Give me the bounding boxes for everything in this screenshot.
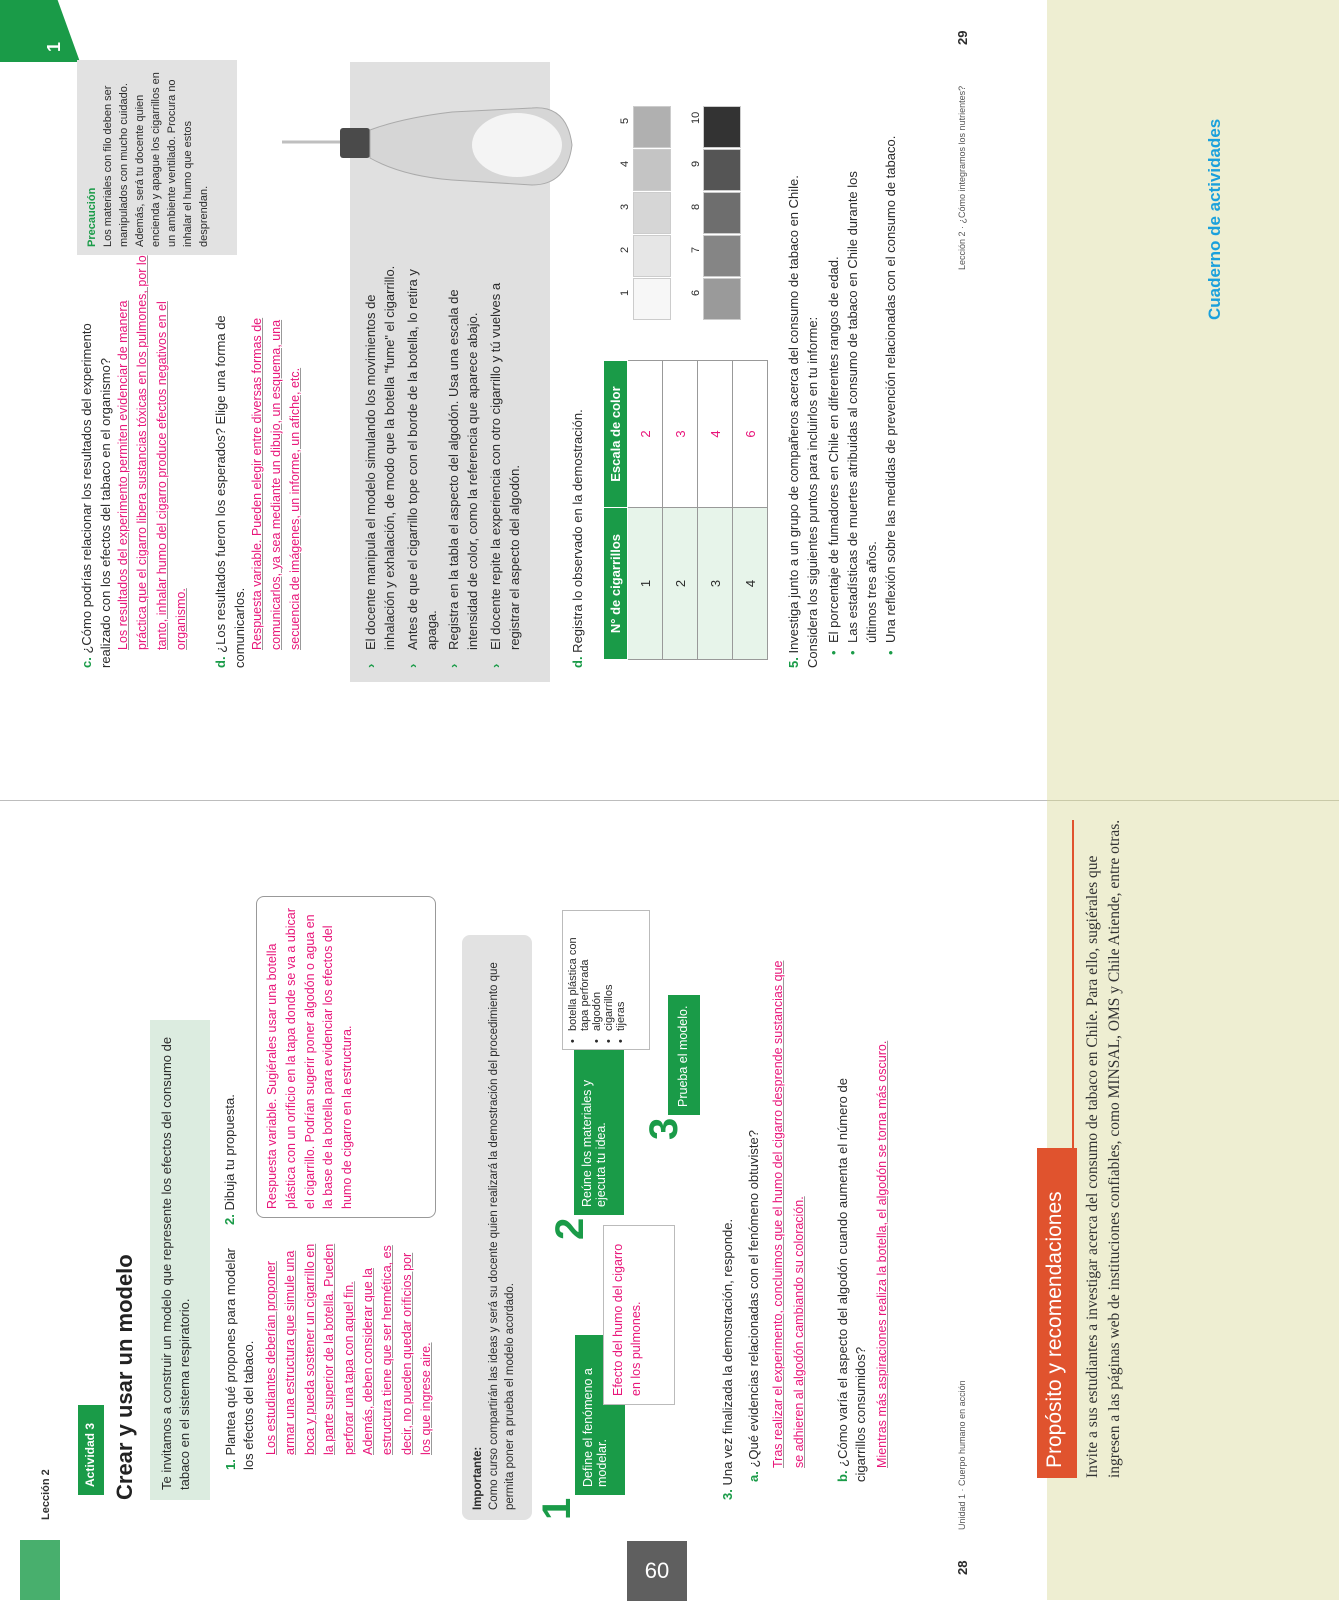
q3-number: 3. xyxy=(720,1489,735,1500)
materials-list xyxy=(562,910,650,1050)
cuaderno-label: Cuaderno de actividades xyxy=(1205,118,1224,320)
scale-swatch xyxy=(633,278,671,320)
lesson-label: Lección 2 xyxy=(40,1469,52,1520)
qc-text: ¿Cómo podrías relacionar los resultados del experimento realizado con los efectos del tabaco en el organismo? xyxy=(79,323,113,668)
material-item: • algodón xyxy=(591,917,603,1043)
procedure-step: › El docente manipula el modelo simulando los movimientos de inhalación y exhalación, de modo que la botella "fume" el cigarrillo. xyxy=(362,258,400,668)
proposito-rule xyxy=(1072,820,1074,1478)
material-item: • tijeras xyxy=(615,917,627,1043)
table-cell: 2 xyxy=(663,508,698,660)
q5-bullets xyxy=(825,135,935,655)
qc-letter: c. xyxy=(79,657,94,668)
qc-answer[interactable]: Los resultados del experimento permiten evidenciar de manera práctica que el cigarro libera sustancias tóxicas en los pulmones, por lo tanto, inhalar humo del cigarro produce efectos negativos en el organismo. xyxy=(116,255,189,650)
left-page-number: 28 xyxy=(955,1560,970,1575)
scale-swatch xyxy=(633,106,671,148)
question-3b xyxy=(834,1032,870,1482)
page-number-badge: 60 xyxy=(627,1541,687,1601)
right-page-footer: Lección 2 · ¿Cómo integramos los nutrientes? xyxy=(957,85,967,270)
scale-label: 4 xyxy=(619,160,631,167)
sidebar-divider xyxy=(1047,800,1339,801)
proposito-text: Invite a sus estudiantes a investigar acerca del consumo de tabaco en Chile. Para ello, sugiérales que ingresen a las páginas web de instituciones confiables, como MINSAL, OMS y Chile Atiende, entre otras. xyxy=(1084,819,1124,1478)
scale-swatch xyxy=(703,192,741,234)
important-text: Como curso compartirán las ideas y será su docente quien realizará la demostración del procedimiento que permita poner a prueba el modelo acordado. xyxy=(488,962,517,1510)
step-1-answer[interactable]: Efecto del humo del cigarro en los pulmones. xyxy=(603,1225,675,1405)
procedure-steps xyxy=(362,258,532,668)
record-table-wrap xyxy=(603,360,773,660)
step-1-number: 1 xyxy=(535,1497,579,1520)
q2-number: 2. xyxy=(222,1214,237,1225)
step-3-number: 3 xyxy=(642,1117,686,1140)
activity-badge: Actividad 3 xyxy=(78,1405,104,1495)
right-page-number: 29 xyxy=(955,30,970,45)
scale-label: 9 xyxy=(690,160,702,167)
intro-box: Te invitamos a construir un modelo que represente los efectos del consumo de tabaco en el sistema respiratorio. xyxy=(150,1020,210,1500)
procedure-step: › Antes de que el cigarrillo tope con el borde de la botella, lo retira y apaga. xyxy=(404,258,442,668)
q3-text: Una vez finalizada la demostración, responde. xyxy=(720,1218,735,1486)
question-c xyxy=(78,268,116,668)
question-record xyxy=(570,368,585,668)
procedure-step: › Registra en la tabla el aspecto del algodón. Usa una escala de intensidad de color, como la referencia que aparece abajo. xyxy=(445,258,483,668)
lesson-tab xyxy=(20,1540,60,1600)
scale-label: 6 xyxy=(690,289,702,296)
q5-number: 5. xyxy=(786,657,801,668)
question-3 xyxy=(720,1170,735,1500)
step-2-label: Reúne los materiales y ejecuta tu idea. xyxy=(574,1035,624,1215)
question-5 xyxy=(785,148,823,668)
scale-swatch xyxy=(633,149,671,191)
precaution-text: Los materiales con filo deben ser manipulados con mucho cuidado. Además, será tu docente quien encienda y apague los cigarrillos en un ambiente ventilado. Procura no inhalar el humo que estos desprendan. xyxy=(101,72,210,247)
q5-bullet: • El porcentaje de fumadores en Chile en diferentes rangos de edad. xyxy=(825,135,844,655)
scale-swatch xyxy=(703,149,741,191)
table-row xyxy=(733,361,768,660)
precaution-box xyxy=(77,60,237,255)
scale-label: 5 xyxy=(619,117,631,124)
proposito-title: Propósito y recomendaciones xyxy=(1037,1148,1077,1478)
record-letter: d. xyxy=(570,656,585,668)
q3a-letter: a. xyxy=(746,1471,761,1482)
scale-label: 1 xyxy=(619,289,631,296)
record-table xyxy=(603,360,768,660)
scale-label: 3 xyxy=(619,203,631,210)
table-cell[interactable]: 6 xyxy=(733,361,768,508)
page-fold-line xyxy=(0,800,1047,801)
table-cell: 4 xyxy=(733,508,768,660)
question-d xyxy=(212,288,250,668)
step-1-label: Define el fenómeno a modelar. xyxy=(575,1335,625,1495)
table-cell: 1 xyxy=(628,508,663,660)
material-item: • botella plástica con tapa perforada xyxy=(567,917,591,1043)
important-note xyxy=(462,935,532,1520)
scale-swatch xyxy=(633,192,671,234)
left-page-footer: Unidad 1 · Cuerpo humano en acción xyxy=(957,1380,967,1530)
table-cell: 3 xyxy=(698,508,733,660)
question-2 xyxy=(222,1025,237,1225)
table-header: N° de cigarrillos xyxy=(604,508,628,660)
table-cell[interactable]: 2 xyxy=(628,361,663,508)
record-text: Registra lo observado en la demostración. xyxy=(570,409,585,653)
scale-swatch xyxy=(703,106,741,148)
table-cell[interactable]: 4 xyxy=(698,361,733,508)
table-cell[interactable]: 3 xyxy=(663,361,698,508)
q2-text: Dibuja tu propuesta. xyxy=(222,1094,237,1211)
page-title: Crear y usar un modelo xyxy=(112,1254,137,1500)
step-2-number: 2 xyxy=(548,1217,592,1240)
qd-text: ¿Los resultados fueron los esperados? Elige una forma de comunicarlos. xyxy=(213,315,247,668)
unit-tab-number: 1 xyxy=(44,41,64,52)
q3b-text: ¿Cómo varía el aspecto del algodón cuando aumenta el número de cigarrillos consumidos? xyxy=(835,1078,869,1482)
qd-letter: d. xyxy=(213,656,228,668)
table-header: Escala de color xyxy=(604,361,628,508)
scale-label: 10 xyxy=(690,111,702,124)
q1-text: Plantea qué propones para modelar los efectos del tabaco. xyxy=(223,1248,256,1470)
q5-bullet: • Las estadísticas de muertes atribuidas al consumo de tabaco en Chile durante los últimos tres años. xyxy=(844,135,882,655)
q1-number: 1. xyxy=(223,1459,238,1470)
step-3-label: Prueba el modelo. xyxy=(668,995,700,1115)
scale-label: 2 xyxy=(619,246,631,253)
material-item: • cigarrillos xyxy=(603,917,615,1043)
scale-swatch xyxy=(703,278,741,320)
q5-bullet: • Una reflexión sobre las medidas de prevención relacionadas con el consumo de tabaco. xyxy=(882,135,901,655)
q2-drawing-box[interactable]: Respuesta variable. Sugiérales usar una botella plástica con un orificio en la tapa donde se va a ubicar el cigarrillo. Podrían sugerir poner algodón o agua en la base de la botella para evidenciar los efectos del humo de cigarro en la estructura. xyxy=(256,896,436,1218)
qd-answer[interactable]: Respuesta variable. Pueden elegir entre diversas formas de comunicarlos, ya sea mediante un dibujo, un esquema, una secuencia de imágenes, un informe, un afiche, etc. xyxy=(250,317,302,650)
procedure-step: › El docente repite la experiencia con otro cigarrillo y tú vuelves a registrar el aspecto del algodón. xyxy=(487,258,525,668)
scale-label: 7 xyxy=(690,246,702,253)
table-row xyxy=(663,361,698,660)
precaution-title: Precaución xyxy=(86,187,98,247)
bottle-model-image xyxy=(282,100,582,200)
q3b-letter: b. xyxy=(835,1470,850,1482)
scale-label: 8 xyxy=(690,203,702,210)
scale-swatch xyxy=(703,235,741,277)
q3a-text: ¿Qué evidencias relacionadas con el fenómeno obtuviste? xyxy=(746,1130,761,1468)
important-label: Importante: xyxy=(472,1446,484,1510)
question-3a xyxy=(746,1082,761,1482)
scale-swatch xyxy=(633,235,671,277)
table-row xyxy=(698,361,733,660)
question-1 xyxy=(222,1240,257,1470)
q5-text: Investiga junto a un grupo de compañeros acerca del consumo de tabaco en Chile. Considera los siguientes puntos para incluirlos en tu informe: xyxy=(786,175,820,668)
unit-tab xyxy=(0,0,80,62)
table-row xyxy=(628,361,663,660)
q3b-answer[interactable]: Mientras más aspiraciones realiza la botella, el algodón se torna más oscuro. xyxy=(875,1040,889,1468)
q1-answer[interactable]: Los estudiantes deberían proponer armar una estructura que simule una boca y pueda sostener un cigarrillo en la parte superior de la botella. Pueden perforar una tapa con aquel fin. Además, deben considerar que la estructura tiene que ser hermética, es decir, no pueden quedar orificios por los que ingrese aire. xyxy=(264,1243,433,1455)
q3a-answer[interactable]: Tras realizar el experimento, concluimos que el humo del cigarro desprende sustancias que se adhieren al algodón cambiando su coloración. xyxy=(771,960,807,1468)
